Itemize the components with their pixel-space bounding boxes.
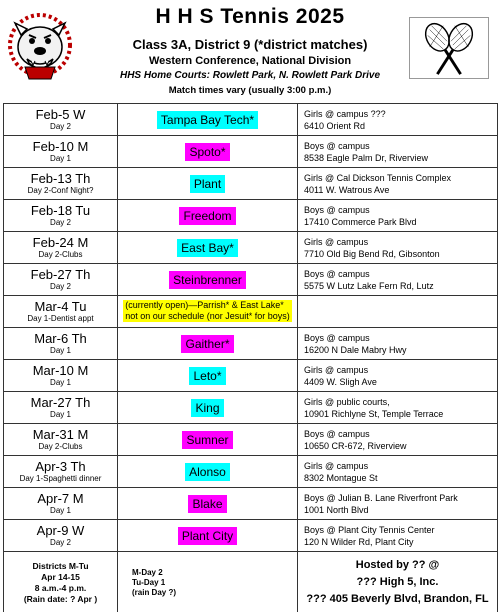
match-day-note: Day 2-Conf Night? bbox=[27, 186, 94, 195]
location-address: 16200 N Dale Mabry Hwy bbox=[304, 344, 407, 355]
table-row bbox=[4, 232, 498, 264]
opponent-name: Spoto* bbox=[185, 143, 229, 161]
location-cell bbox=[298, 296, 498, 328]
location-team: Boys @ campus bbox=[304, 140, 370, 151]
opponent-name: East Bay* bbox=[177, 239, 238, 257]
location-cell bbox=[298, 104, 498, 136]
table-row bbox=[4, 424, 498, 456]
location-address: 120 N Wilder Rd, Plant City bbox=[304, 536, 414, 547]
match-date: Feb-27 Th bbox=[30, 267, 91, 282]
location-address: 5575 W Lutz Lake Fern Rd, Lutz bbox=[304, 280, 434, 291]
match-day-note: Day 2-Clubs bbox=[38, 442, 83, 451]
host-info: Hosted by ?? @ ??? High 5, Inc. ??? 405 Beverly Blvd, Brandon, FL bbox=[298, 552, 498, 612]
match-date: Apr-9 W bbox=[36, 523, 85, 538]
location-team: Girls @ campus bbox=[304, 460, 369, 471]
location-cell bbox=[298, 456, 498, 488]
location-cell bbox=[298, 424, 498, 456]
match-date: Apr-7 M bbox=[37, 491, 84, 506]
table-row bbox=[4, 264, 498, 296]
location-team: Girls @ public courts, bbox=[304, 396, 390, 407]
opponent-name: Plant City bbox=[178, 527, 237, 545]
location-team: Girls @ campus ??? bbox=[304, 108, 386, 119]
tennis-rackets-icon bbox=[409, 17, 489, 79]
opponent-name: Gaither* bbox=[181, 335, 233, 353]
opponent-cell bbox=[118, 104, 298, 136]
match-day-note: Day 1 bbox=[50, 410, 71, 419]
match-date: Feb-18 Tu bbox=[30, 203, 91, 218]
location-team: Boys @ Julian B. Lane Riverfront Park bbox=[304, 492, 458, 503]
match-day-note: Day 1 bbox=[50, 154, 71, 163]
table-row bbox=[4, 360, 498, 392]
match-date: Mar-10 M bbox=[32, 363, 89, 378]
location-address: 4409 W. Sligh Ave bbox=[304, 376, 377, 387]
opponent-name: Blake bbox=[188, 495, 226, 513]
match-day-note: Day 1 bbox=[50, 506, 71, 515]
location-address: 10650 CR-672, Riverview bbox=[304, 440, 407, 451]
location-address: 4011 W. Watrous Ave bbox=[304, 184, 390, 195]
conference: Western Conference, National Division bbox=[148, 55, 352, 67]
location-team: Boys @ campus bbox=[304, 428, 370, 439]
match-date-cell bbox=[4, 488, 118, 520]
location-cell bbox=[298, 264, 498, 296]
location-cell bbox=[298, 488, 498, 520]
location-cell bbox=[298, 328, 498, 360]
location-cell bbox=[298, 360, 498, 392]
opponent-name: King bbox=[191, 399, 223, 417]
location-address: 6410 Orient Rd bbox=[304, 120, 366, 131]
match-date: Mar-31 M bbox=[32, 427, 89, 442]
match-date: Feb-10 M bbox=[32, 139, 89, 154]
match-date-cell bbox=[4, 360, 118, 392]
match-date-cell bbox=[4, 424, 118, 456]
location-address: 7710 Old Big Bend Rd, Gibsonton bbox=[304, 248, 440, 259]
opponent-name: Plant bbox=[190, 175, 225, 193]
footer-row bbox=[4, 552, 498, 612]
opponent-cell bbox=[118, 392, 298, 424]
open-date-note: (currently open)—Parrish* & East Lake* not on our schedule (nor Jesuit* for boys) bbox=[125, 299, 290, 321]
match-day-note: Day 1-Dentist appt bbox=[27, 314, 94, 323]
match-date-cell bbox=[4, 232, 118, 264]
opponent-cell bbox=[118, 264, 298, 296]
opponent-name: Freedom bbox=[179, 207, 235, 225]
match-date-cell bbox=[4, 200, 118, 232]
opponent-cell bbox=[118, 168, 298, 200]
table-row bbox=[4, 136, 498, 168]
table-row bbox=[4, 328, 498, 360]
table-row bbox=[4, 392, 498, 424]
opponent-name: Steinbrenner bbox=[169, 271, 246, 289]
opponent-cell bbox=[118, 328, 298, 360]
match-date-cell bbox=[4, 168, 118, 200]
match-date-cell bbox=[4, 136, 118, 168]
match-times: Match times vary (usually 3:00 p.m.) bbox=[168, 85, 332, 96]
match-day-note: Day 1-Spaghetti dinner bbox=[19, 474, 102, 483]
match-date: Apr-3 Th bbox=[35, 459, 86, 474]
location-team: Boys @ campus bbox=[304, 332, 370, 343]
match-date-cell bbox=[4, 520, 118, 552]
location-team: Boys @ campus bbox=[304, 204, 370, 215]
match-day-note: Day 2 bbox=[50, 122, 71, 131]
opponent-cell bbox=[118, 488, 298, 520]
match-date-cell bbox=[4, 328, 118, 360]
table-row bbox=[4, 168, 498, 200]
location-team: Girls @ Cal Dickson Tennis Complex bbox=[304, 172, 452, 183]
districts-info: Districts M-Tu Apr 14-15 8 a.m.-4 p.m. (Rain date: ? Apr ) bbox=[4, 552, 118, 612]
table-row bbox=[4, 520, 498, 552]
table-row bbox=[4, 456, 498, 488]
location-address: 10901 Richlyne St, Temple Terrace bbox=[304, 408, 444, 419]
match-date-cell bbox=[4, 392, 118, 424]
match-date-cell bbox=[4, 104, 118, 136]
match-date: Mar-27 Th bbox=[30, 395, 91, 410]
opponent-name: Leto* bbox=[189, 367, 225, 385]
opponent-cell bbox=[118, 456, 298, 488]
schedule-table bbox=[3, 103, 498, 612]
opponent-name: Tampa Bay Tech* bbox=[157, 111, 258, 129]
page-title: H H S Tennis 2025 bbox=[155, 5, 345, 28]
opponent-cell bbox=[118, 200, 298, 232]
location-cell bbox=[298, 136, 498, 168]
match-day-note: Day 2 bbox=[50, 218, 71, 227]
match-day-note: Day 2 bbox=[50, 538, 71, 547]
location-team: Girls @ campus bbox=[304, 236, 369, 247]
opponent-cell bbox=[118, 136, 298, 168]
opponent-cell bbox=[118, 424, 298, 456]
schedule-page bbox=[3, 3, 497, 609]
home-courts: HHS Home Courts: Rowlett Park, N. Rowlett Park Drive bbox=[119, 70, 381, 81]
class-district: Class 3A, District 9 (*district matches) bbox=[132, 37, 368, 52]
location-cell bbox=[298, 232, 498, 264]
location-address: 17410 Commerce Park Blvd bbox=[304, 216, 417, 227]
location-cell bbox=[298, 168, 498, 200]
match-date: Mar-6 Th bbox=[34, 331, 87, 346]
match-date: Feb-13 Th bbox=[30, 171, 91, 186]
location-team: Boys @ campus bbox=[304, 268, 370, 279]
location-cell bbox=[298, 520, 498, 552]
opponent-name: Sumner bbox=[182, 431, 232, 449]
match-date: Feb-24 M bbox=[32, 235, 89, 250]
opponent-cell bbox=[118, 296, 298, 328]
opponent-cell bbox=[118, 232, 298, 264]
match-day-note: Day 2 bbox=[50, 282, 71, 291]
location-team: Girls @ campus bbox=[304, 364, 369, 375]
opponent-cell bbox=[118, 520, 298, 552]
match-day-note: Day 2-Clubs bbox=[38, 250, 83, 259]
match-date: Mar-4 Tu bbox=[34, 299, 87, 314]
opponent-name: Alonso bbox=[185, 463, 230, 481]
match-date-cell bbox=[4, 296, 118, 328]
match-day-note: Day 1 bbox=[50, 346, 71, 355]
location-cell bbox=[298, 200, 498, 232]
district-days-info: M-Day 2 Tu-Day 1 (rain Day ?) bbox=[118, 552, 298, 612]
match-date-cell bbox=[4, 264, 118, 296]
match-date: Feb-5 W bbox=[35, 107, 86, 122]
location-cell bbox=[298, 392, 498, 424]
location-address: 8538 Eagle Palm Dr, Riverview bbox=[304, 152, 429, 163]
match-date-cell bbox=[4, 456, 118, 488]
table-row bbox=[4, 104, 498, 136]
match-day-note: Day 1 bbox=[50, 378, 71, 387]
header bbox=[3, 3, 497, 101]
table-row bbox=[4, 200, 498, 232]
table-row bbox=[4, 488, 498, 520]
table-row bbox=[4, 296, 498, 328]
location-address: 8302 Montague St bbox=[304, 472, 378, 483]
location-team: Boys @ Plant City Tennis Center bbox=[304, 524, 435, 535]
opponent-cell bbox=[118, 360, 298, 392]
location-address: 1001 North Blvd bbox=[304, 504, 369, 515]
